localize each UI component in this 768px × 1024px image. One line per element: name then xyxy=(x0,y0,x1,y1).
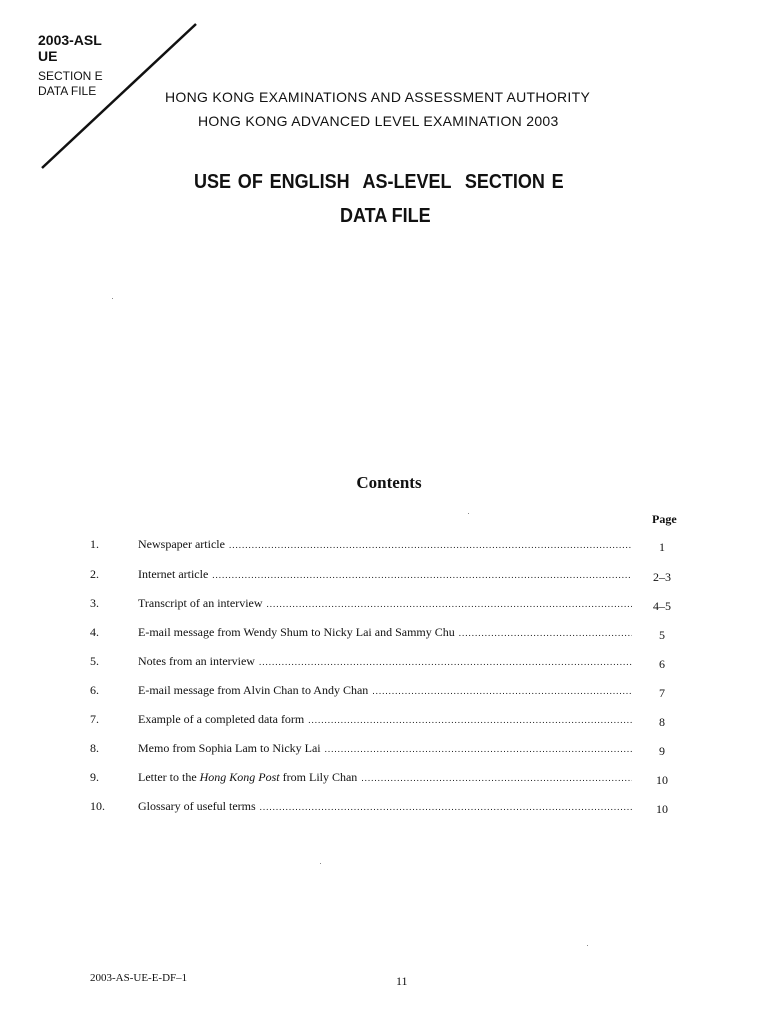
toc-item-number: 1. xyxy=(90,537,99,551)
toc-leader-dots xyxy=(260,802,632,812)
toc-leader-dots xyxy=(372,686,632,696)
toc-item-page: 9 xyxy=(659,744,665,758)
toc-leader-dots xyxy=(259,657,632,667)
toc-item-title: Memo from Sophia Lam to Nicky Lai xyxy=(138,741,321,755)
toc-item-title: Glossary of useful terms xyxy=(138,799,256,813)
paper-subtitle: DATA FILE xyxy=(340,205,431,227)
toc-item-number: 10. xyxy=(90,799,105,813)
corner-section: SECTION E xyxy=(38,69,103,83)
toc-item-title xyxy=(138,770,361,785)
toc-item xyxy=(0,567,768,587)
toc-leader-dots xyxy=(212,570,632,580)
toc-item-page: 6 xyxy=(659,657,665,671)
page-column-heading: Page xyxy=(652,512,677,526)
toc-title-prefix: Letter to the xyxy=(138,770,200,784)
toc-item-page: 1 xyxy=(659,540,665,554)
scan-speck xyxy=(112,298,113,299)
toc-leader-dots xyxy=(308,715,632,725)
toc-leader-dots xyxy=(459,628,632,638)
document-code: 2003-AS-UE-E-DF–1 xyxy=(90,972,188,984)
toc-item-page: 4–5 xyxy=(653,599,671,613)
toc-item-page: 8 xyxy=(659,715,665,729)
scan-speck xyxy=(468,513,469,514)
corner-year: 2003-ASL xyxy=(38,32,102,48)
toc-item-page: 2–3 xyxy=(653,570,671,584)
toc-title-italic: Hong Kong Post xyxy=(199,770,280,784)
toc-item-title: Notes from an interview xyxy=(138,654,255,668)
toc-item-number: 2. xyxy=(90,567,99,581)
toc-leader-dots xyxy=(267,599,632,609)
scan-speck xyxy=(587,945,588,946)
toc-item-number: 6. xyxy=(90,683,99,697)
scan-speck xyxy=(320,863,321,864)
toc-item-page: 10 xyxy=(656,802,668,816)
toc-item-page: 10 xyxy=(656,773,668,787)
toc-item-number: 4. xyxy=(90,625,99,639)
toc-leader-dots xyxy=(325,744,632,754)
toc-item-title: Internet article xyxy=(138,567,209,581)
toc-item-number: 7. xyxy=(90,712,99,726)
toc-item xyxy=(0,799,768,819)
toc-leader-dots xyxy=(361,773,632,783)
page-number: 11 xyxy=(396,974,408,988)
corner-subject: UE xyxy=(38,48,58,64)
toc-item-page: 5 xyxy=(659,628,665,642)
toc-item-title: Newspaper article xyxy=(138,537,225,551)
toc-item-title: Example of a completed data form xyxy=(138,712,305,726)
corner-stamp xyxy=(0,0,200,170)
toc-item xyxy=(0,537,768,557)
toc-leader-dots xyxy=(229,540,632,550)
toc-item xyxy=(0,741,768,761)
toc-item xyxy=(0,654,768,674)
toc-item-page: 7 xyxy=(659,686,665,700)
toc-item-number: 9. xyxy=(90,770,99,784)
toc-item-number: 5. xyxy=(90,654,99,668)
toc-item-number: 8. xyxy=(90,741,99,755)
toc-item xyxy=(0,770,768,790)
paper-title: USE OF ENGLISH AS-LEVEL SECTION E xyxy=(194,171,564,193)
toc-title-suffix: from Lily Chan xyxy=(279,770,358,784)
corner-file: DATA FILE xyxy=(38,84,97,98)
toc-item xyxy=(0,596,768,616)
contents-heading: Contents xyxy=(356,473,422,492)
toc-item-number: 3. xyxy=(90,596,99,610)
toc-item xyxy=(0,625,768,645)
exam-name: HONG KONG ADVANCED LEVEL EXAMINATION 2003 xyxy=(198,113,559,129)
toc-item xyxy=(0,712,768,732)
toc-item-title: E-mail message from Alvin Chan to Andy Chan xyxy=(138,683,369,697)
toc-item xyxy=(0,683,768,703)
toc-item-title: Transcript of an interview xyxy=(138,596,263,610)
toc-item-title: E-mail message from Wendy Shum to Nicky Lai and Sammy Chu xyxy=(138,625,455,639)
authority-name: HONG KONG EXAMINATIONS AND ASSESSMENT AUTHORITY xyxy=(165,89,591,105)
